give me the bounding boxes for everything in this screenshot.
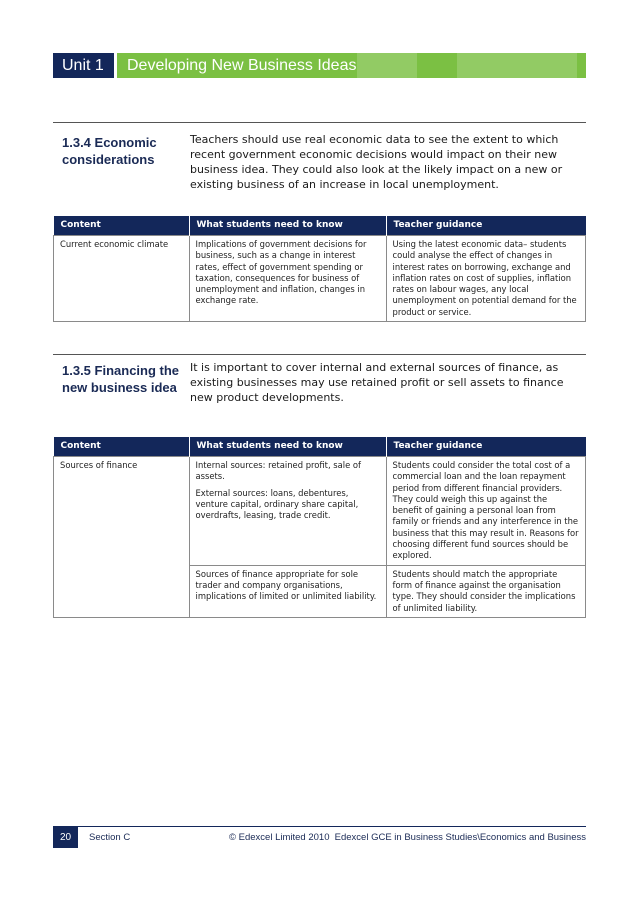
know-paragraph: Internal sources: retained profit, sale of assets. [195,460,361,482]
content-cell: Sources of finance [54,457,190,618]
page-number: 20 [53,827,78,848]
footer-section: Section C [89,832,131,843]
header-shade-decoration [457,53,577,78]
table-row [54,457,586,566]
table-header-row [54,437,586,457]
guidance-cell: Students could consider the total cost of a commercial loan and the loan repayment period from different financial providers. They could weigh this up against the benefit of gaining a personal loan from family or friends and any interference in the business that this may result in. Reasons for choosing different fund sources should be explored. [386,457,586,566]
footer-copyright: © Edexcel Limited 2010 [229,832,330,843]
column-header: Teacher guidance [386,437,586,457]
unit-title-bar [117,53,586,78]
section-title-line: 1.3.5 Financing the [62,363,180,378]
footer-specification: Edexcel GCE in Business Studies\Economics and Business [334,832,586,843]
column-header: Content [54,216,190,236]
section-divider [53,354,586,355]
column-header: What students need to know [189,216,386,236]
know-cell: Sources of finance appropriate for sole trader and company organisations, implications of limited or unlimited liability. [189,565,386,617]
header-shade-decoration [357,53,417,78]
column-header: What students need to know [189,437,386,457]
unit-title: Developing New Business Ideas [127,57,357,74]
column-header: Content [54,437,190,457]
section-title [62,134,182,168]
page-footer [53,826,586,849]
section-title-line: 1.3.4 Economic [62,135,157,150]
section-title [62,362,182,396]
guidance-cell: Using the latest economic data– students could analyse the effect of changes in interest rates on borrowing, exchange and inflation rates on cost of supplies, inflation rates on labour wages, any local unemployment on potential demand for the product or service. [386,236,586,322]
section-title-line: new business idea [62,380,177,395]
unit-header [53,53,586,78]
know-paragraph: External sources: loans, debentures, venture capital, ordinary share capital, overdrafts, leasing, trade credit. [195,487,359,521]
know-cell [189,457,386,566]
content-table [53,437,586,618]
know-cell: Implications of government decisions for business, such as a change in interest rates, effect of government spending or taxation, consequences for business of unemployment and inflation, changes in exchange rate. [189,236,386,322]
section-divider [53,122,586,123]
table-row [54,236,586,322]
content-cell: Current economic climate [54,236,190,322]
section-intro: Teachers should use real economic data to see the extent to which recent government economic decisions would impact on their new business idea. They could also look at the likely impact on a new or existing business of an increase in local unemployment. [190,133,563,191]
guidance-cell: Students should match the appropriate form of finance against the organisation type. They should consider the implications of unlimited liability. [386,565,586,617]
table-header-row [54,216,586,236]
section-intro: It is important to cover internal and external sources of finance, as existing businesses may use retained profit or sell assets to finance new product developments. [190,361,564,404]
column-header: Teacher guidance [386,216,586,236]
content-table [53,216,586,322]
unit-label: Unit 1 [53,53,114,78]
section-title-line: considerations [62,152,155,167]
